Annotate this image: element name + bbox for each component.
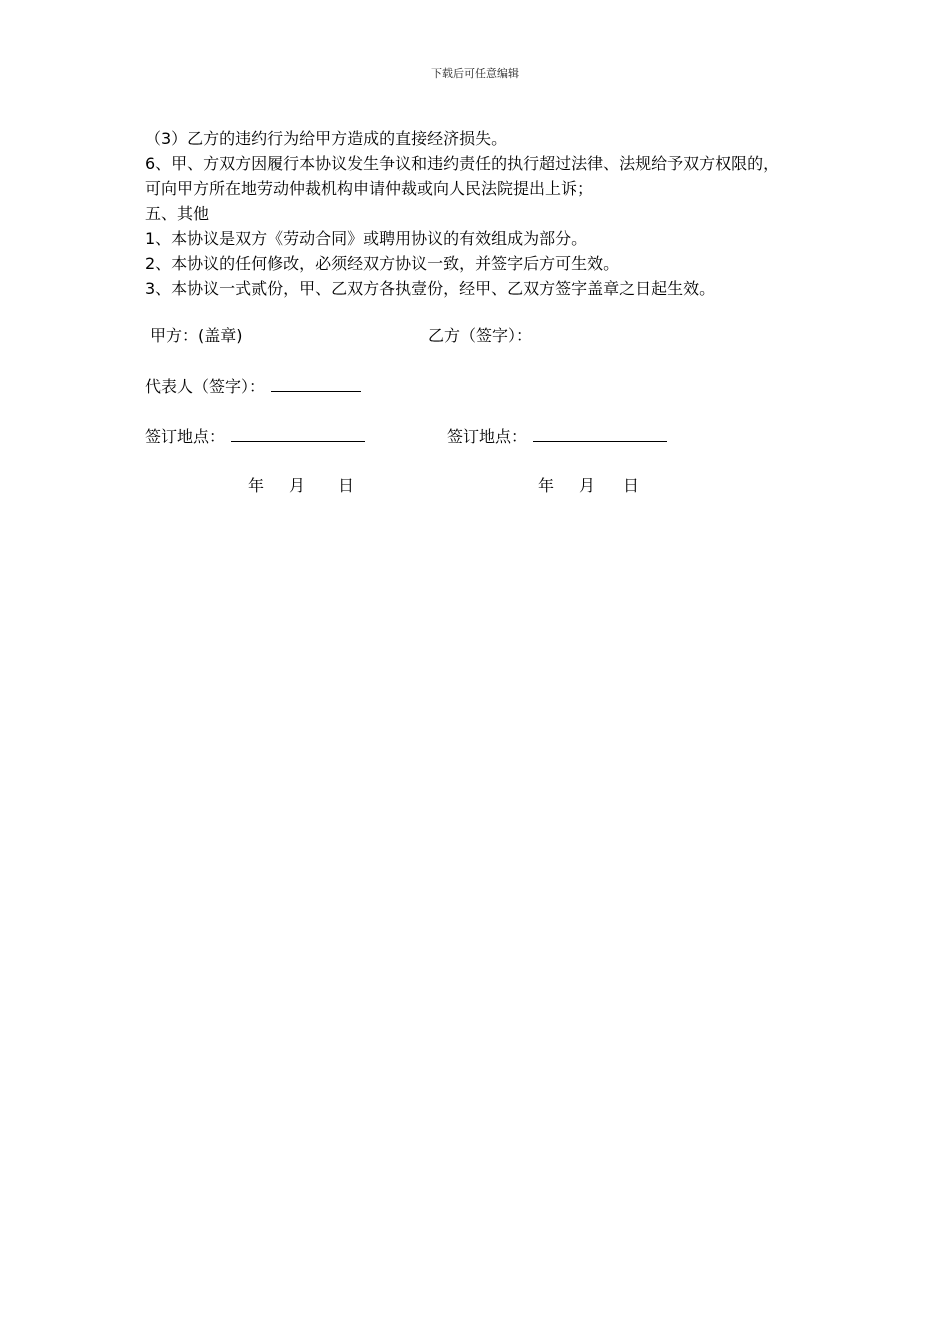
location-a-line (145, 425, 365, 448)
paragraph: 2、本协议的任何修改，必须经双方协议一致，并签字后方可生效。 (145, 254, 620, 273)
location-b-line (447, 425, 667, 448)
date-year-a: 年 (248, 476, 265, 495)
date-day-b: 日 (623, 476, 640, 495)
date-day-a: 日 (338, 476, 355, 495)
agreement-body (145, 126, 835, 301)
location-b-label: 签订地点： (447, 427, 528, 446)
paragraph: 6、甲、方双方因履行本协议发生争议和违约责任的执行超过法律、法规给予双方权限的， (145, 154, 780, 173)
date-month-b: 月 (579, 476, 596, 495)
paragraph: 1、本协议是双方《劳动合同》或聘用协议的有效组成为部分。 (145, 229, 588, 248)
representative-signature-line (145, 375, 361, 398)
location-a-blank (231, 425, 365, 442)
representative-blank (271, 375, 361, 392)
paragraph: 可向甲方所在地劳动仲裁机构申请仲裁或向人民法院提出上诉； (145, 179, 594, 198)
paragraph: 3、本协议一式贰份，甲、乙双方各执壹份，经甲、乙双方签字盖章之日起生效。 (145, 279, 716, 298)
date-year-b: 年 (538, 476, 555, 495)
date-month-a: 月 (289, 476, 306, 495)
page-header: 下载后可任意编辑 (431, 67, 519, 80)
party-b-label: 乙方（签字）： (428, 326, 533, 345)
location-a-label: 签订地点： (145, 427, 226, 446)
party-a-label: 甲方：(盖章) (150, 326, 243, 345)
section-heading: 五、其他 (145, 204, 210, 223)
representative-label: 代表人（签字）： (145, 377, 266, 396)
location-b-blank (533, 425, 667, 442)
paragraph: （3）乙方的违约行为给甲方造成的直接经济损失。 (145, 129, 508, 148)
